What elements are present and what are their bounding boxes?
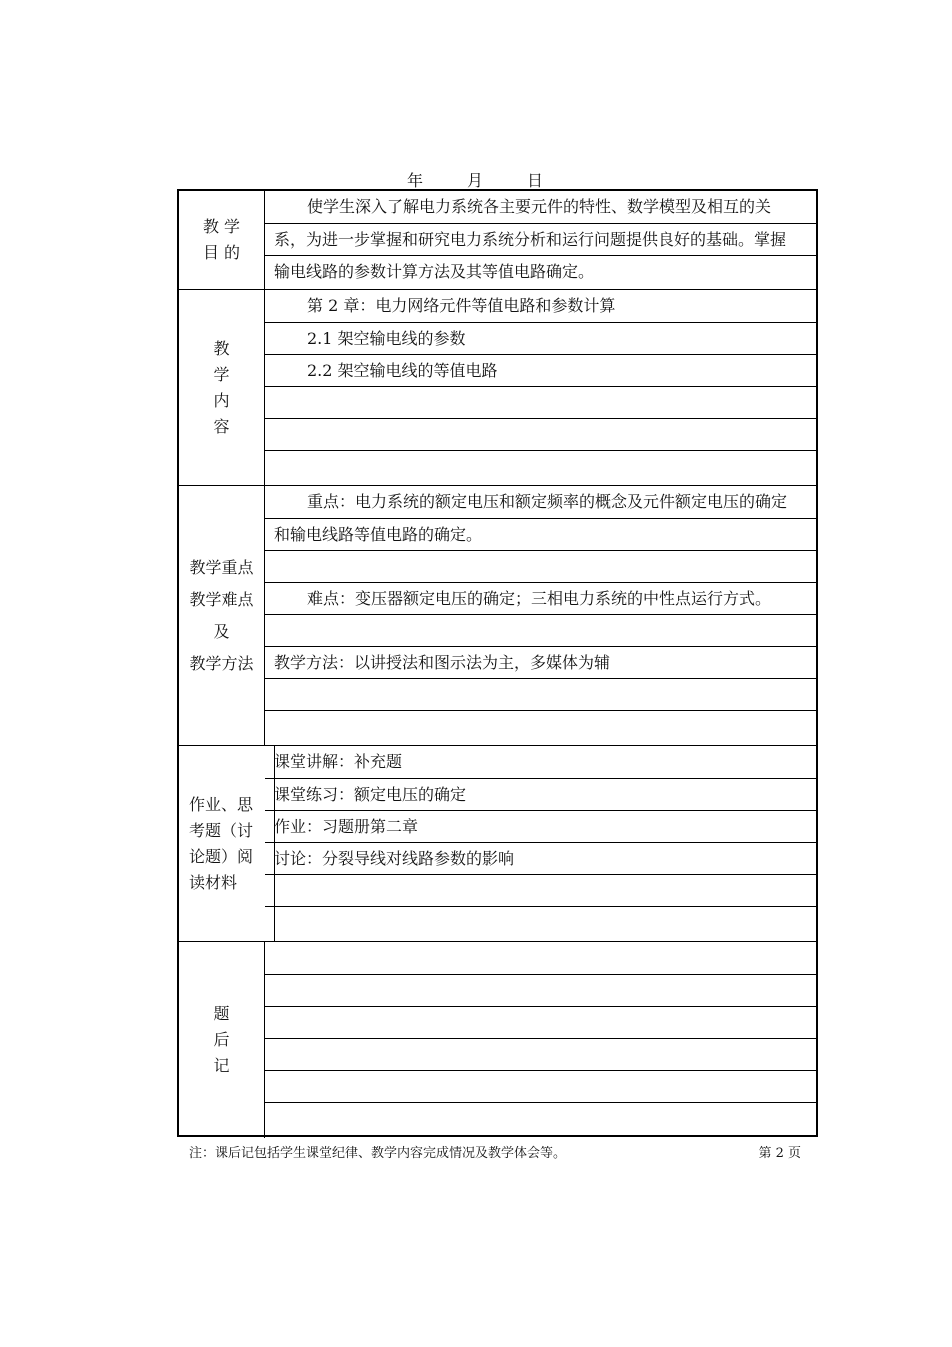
afterword-lines <box>265 942 816 1138</box>
section-afterword <box>179 941 816 1138</box>
label-content: 教 学 内 容 <box>179 290 265 486</box>
section-objectives <box>179 191 816 289</box>
date-month: 月 <box>466 171 483 190</box>
label-objectives: 教 学 目 的 <box>179 191 265 289</box>
lesson-plan-form <box>177 189 818 1137</box>
content-line <box>265 418 816 450</box>
date-line <box>330 168 620 191</box>
content-line <box>265 386 816 418</box>
afterword-line <box>265 1006 816 1038</box>
key-points-line: 重点：电力系统的额定电压和额定频率的概念及元件额定电压的确定 <box>307 492 788 511</box>
objectives-line: 输电线路的参数计算方法及其等值电路确定。 <box>265 255 816 289</box>
content-line: 2.1 架空输电线的参数 <box>265 322 816 354</box>
key-points-line: 教学方法：以讲授法和图示法为主，多媒体为辅 <box>265 646 816 678</box>
objectives-lines <box>265 191 816 289</box>
page-number: 第 2 页 <box>758 1146 801 1161</box>
content-lines <box>265 290 816 486</box>
afterword-line <box>265 1102 816 1138</box>
homework-lines <box>265 746 816 942</box>
key-points-line <box>265 550 816 582</box>
key-points-line <box>265 678 816 710</box>
key-points-lines <box>265 486 816 746</box>
key-points-line <box>265 710 816 746</box>
key-points-line: 和输电线路等值电路的确定。 <box>265 518 816 550</box>
content-line: 第 2 章：电力网络元件等值电路和参数计算 <box>307 296 616 315</box>
date-year: 年 <box>406 171 423 190</box>
homework-line <box>265 906 816 942</box>
homework-line: 课堂练习：额定电压的确定 <box>265 778 816 810</box>
date-day: 日 <box>527 171 544 190</box>
homework-line: 讨论：分裂导线对线路参数的影响 <box>265 842 816 874</box>
content-line: 2.2 架空输电线的等值电路 <box>265 354 816 386</box>
label-homework: 作业、思 考题（讨 论题）阅 读材料 <box>179 746 275 942</box>
section-content <box>179 289 816 486</box>
label-key-points: 教学重点 教学难点 及 教学方法 <box>179 486 265 746</box>
content-line <box>265 450 816 486</box>
key-points-line <box>265 614 816 646</box>
afterword-line <box>265 1038 816 1070</box>
objectives-line: 使学生深入了解电力系统各主要元件的特性、数学模型及相互的关 <box>307 197 772 216</box>
page-footer <box>189 1142 801 1161</box>
section-key-points <box>179 485 816 746</box>
section-homework <box>179 745 816 942</box>
afterword-line <box>265 1070 816 1102</box>
afterword-line <box>265 942 816 974</box>
homework-line <box>265 874 816 906</box>
homework-line: 作业：习题册第二章 <box>265 810 816 842</box>
afterword-line <box>265 974 816 1006</box>
objectives-line: 系，为进一步掌握和研究电力系统分析和运行问题提供良好的基础。掌握 <box>265 223 816 255</box>
homework-line: 课堂讲解：补充题 <box>274 752 403 771</box>
label-afterword: 题 后 记 <box>179 942 265 1138</box>
footer-note: 注：课后记包括学生课堂纪律、教学内容完成情况及教学体会等。 <box>189 1146 567 1161</box>
key-points-line: 难点：变压器额定电压的确定；三相电力系统的中性点运行方式。 <box>265 582 816 614</box>
